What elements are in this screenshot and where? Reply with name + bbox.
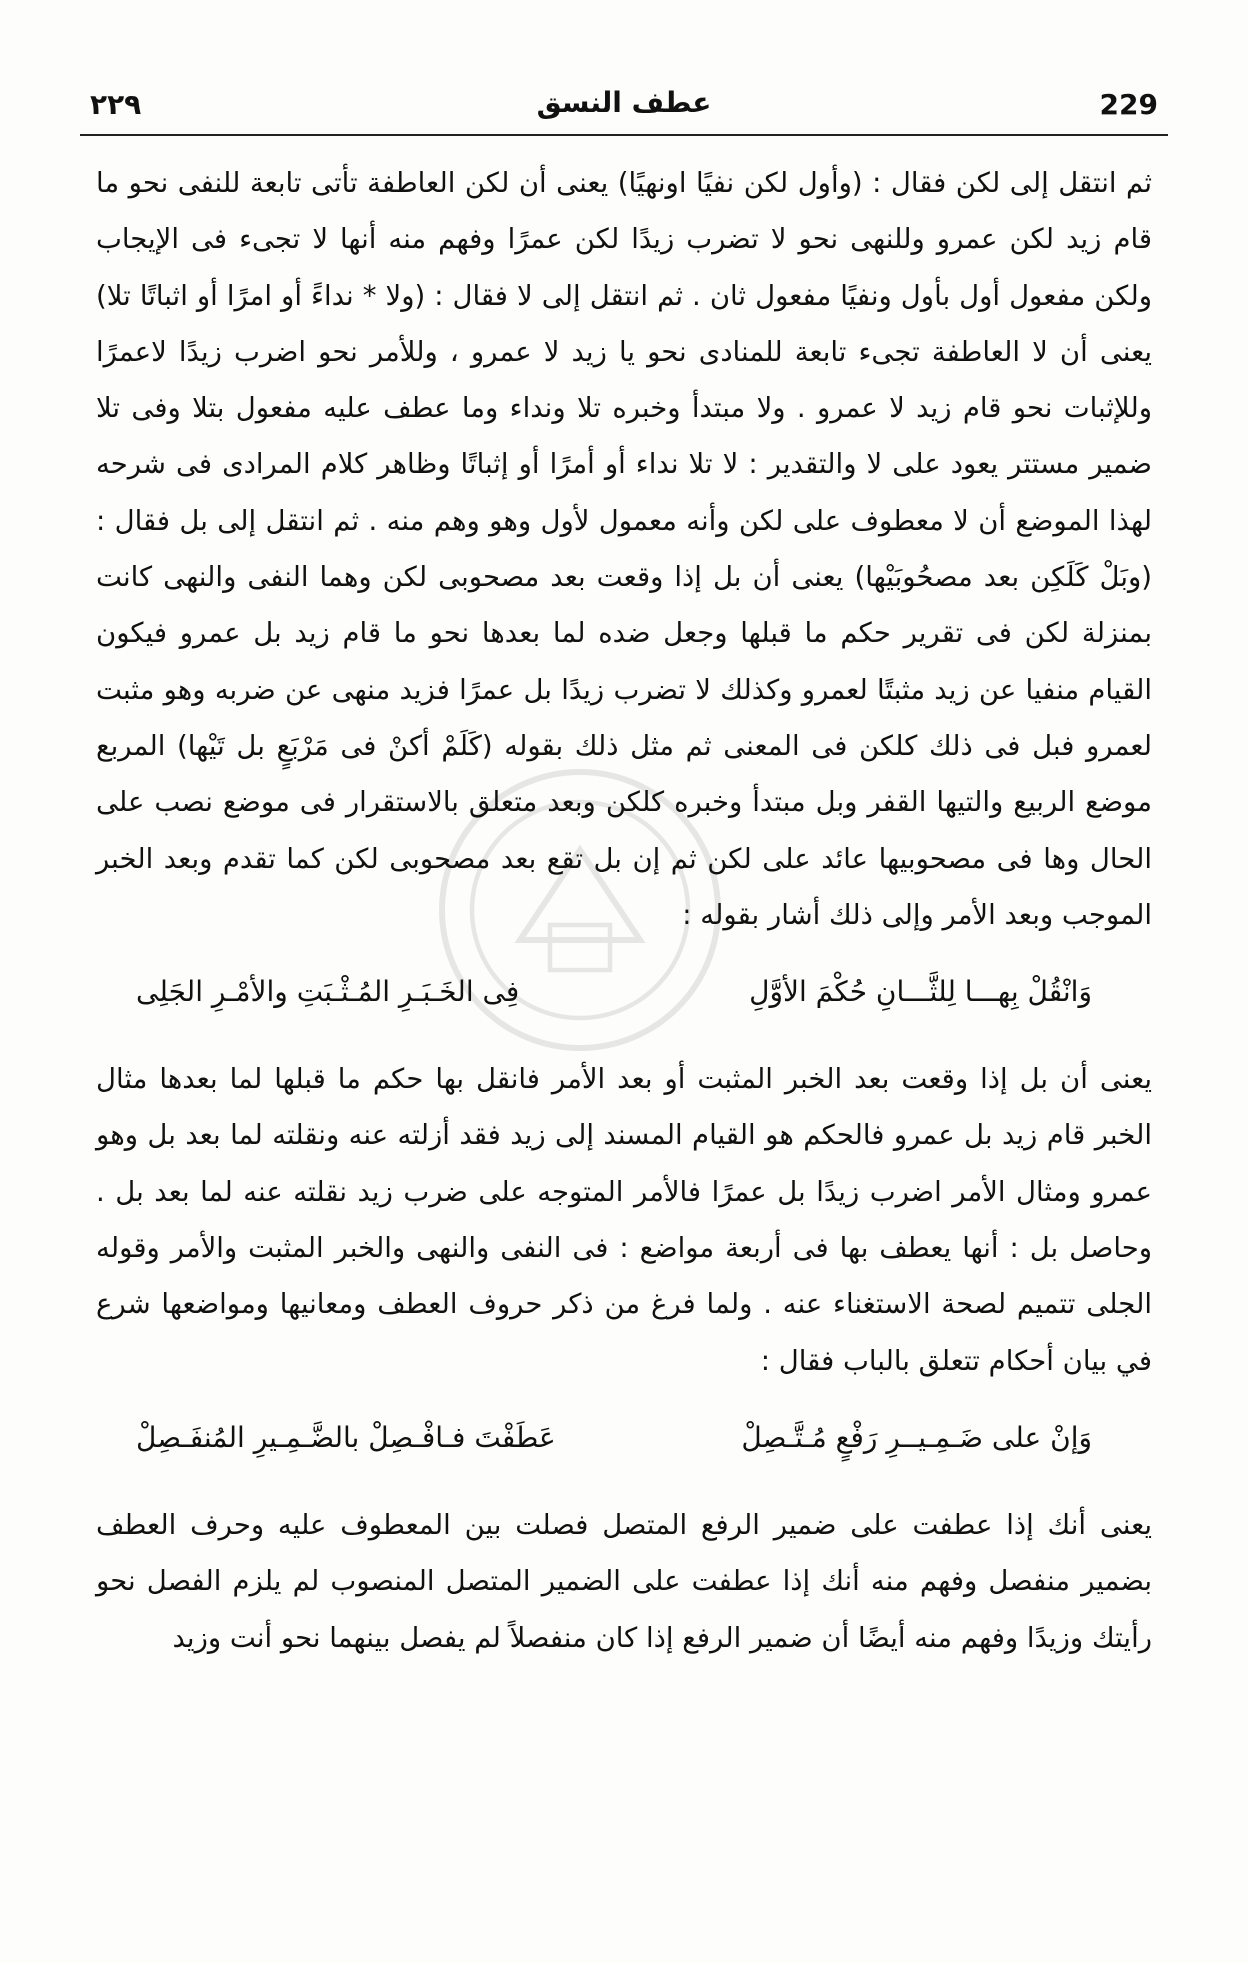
page-body [96, 155, 1152, 1666]
verse-line-1 [96, 961, 1152, 1023]
paragraph-3: يعنى أنك إذا عطفت على ضمير الرفع المتصل فصلت بين المعطوف عليه وحرف العطف بضمير منفصل وفهم منه أنك إذا عطفت على الضمير المتصل المنصوب لم يلزم الفصل نحو رأيتك وزيدًا وفهم منه أيضًا أن ضمير الرفع إذا كان منفصلاً لم يفصل بينهما نحو أنت وزيد [96, 1508, 1152, 1654]
paragraph-1: ثم انتقل إلى لكن فقال : (وأول لكن نفيًا اونهيًا) يعنى أن لكن العاطفة تأتى تابعة للنفى نحو ما قام زيد لكن عمرو وللنهى نحو لا تضرب زيدًا لكن عمرًا وفهم منه أنها لا تجىء فى الإيجاب ولكن مفعول أول بأول ونفيًا مفعول ثان . ثم انتقل إلى لا فقال : (ولا * نداءً أو امرًا أو اثباتًا تلا) يعنى أن لا العاطفة تجىء تابعة للمنادى نحو يا زيد لا عمرو ، وللأمر نحو اضرب زيدًا لاعمرًا وللإثبات نحو قام زيد لا عمرو . ولا مبتدأ وخبره تلا ونداء وما عطف عليه مفعول بتلا وفى تلا ضمير مستتر يعود على لا والتقدير : لا تلا نداء أو أمرًا أو إثباتًا وظاهر كلام المرادى فى شرحه لهذا الموضع أن لا معطوف على لكن وأنه معمول لأول وهو وهم منه . ثم انتقل إلى بل فقال : (وبَلْ كَلَكِن بعد مصحُوبَيْها) يعنى أن بل إذا وقعت بعد مصحوبى لكن وهما النفى والنهى كانت بمنزلة لكن فى تقرير حكم ما قبلها وجعل ضده لما بعدها نحو ما قام زيد بل عمرو فيكون القيام منفيا عن زيد مثبتًا لعمرو وكذلك لا تضرب زيدًا بل عمرًا فزيد منهى عن ضربه وهو مثبت لعمرو فبل فى ذلك كلكن فى المعنى ثم مثل ذلك بقوله (كَلَمْ أكنْ فى مَرْبَعٍ بل تَيْها) المربع موضع الربيع والتيها القفر وبل مبتدأ وخبره كلكن وبعد متعلق بالاستقرار فى موضع نصب على الحال وها فى مصحوبيها عائد على لكن ثم إن بل تقع بعد مصحوبى لكن كما تقدم وبعد الخبر الموجب وبعد الأمر وإلى ذلك أشار بقوله : [96, 167, 1152, 931]
page-header [80, 86, 1168, 136]
verse-1-second-hemistich: فِى الخَـبَـرِ المُـثْـبَتِ والأمْـرِ الجَلِى [136, 975, 520, 1009]
chapter-title: عطف النسق [536, 86, 712, 119]
verse-line-2 [96, 1407, 1152, 1469]
verse-2-second-hemistich: عَطَفْتَ فـافْـصِلْ بالضَّـمِـيرِ المُنفَـصِلْ [136, 1420, 556, 1454]
verse-2-first-hemistich: وَإنْ على ضَـمِـيــرِ رَفْعٍ مُـتَّـصِلْ [741, 1420, 1092, 1454]
paragraph-2: يعنى أن بل إذا وقعت بعد الخبر المثبت أو بعد الأمر فانقل بها حكم ما قبلها لما بعدها مثال الخبر قام زيد بل عمرو فالحكم هو القيام المسند إلى زيد فقد أزلته عنه ونقلته لما بعد بل وهو عمرو ومثال الأمر اضرب زيدًا بل عمرًا فالأمر المتوجه على ضرب زيد نقلته عنه لما بعد بل . وحاصل بل : أنها يعطف بها فى أربعة مواضع : فى النفى والنهى والخبر المثبت والأمر وقوله الجلى تتميم لصحة الاستغناء عنه . ولما فرغ من ذكر حروف العطف ومعانيها ومواضعها شرع في بيان أحكام تتعلق بالباب فقال : [96, 1063, 1152, 1377]
verse-1-first-hemistich: وَانْقُلْ بِهـــا لِلثَّـــانِ حُكْمَ الأوَّلِ [749, 975, 1092, 1009]
page-number-latin: 229 [1099, 88, 1158, 121]
page-number-arabic: ٢٢٩ [90, 88, 142, 121]
